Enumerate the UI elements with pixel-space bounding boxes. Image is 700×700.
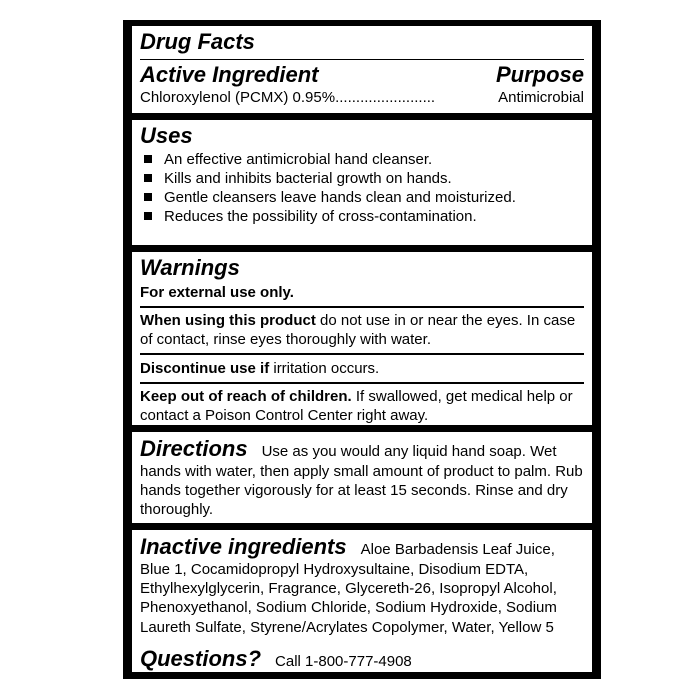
square-bullet-icon	[144, 193, 152, 201]
when-using-bold: When using this product	[140, 312, 316, 329]
warnings-heading: Warnings	[140, 255, 240, 280]
warning-divider	[140, 353, 584, 355]
list-item	[140, 207, 588, 226]
drug-facts-section	[132, 26, 592, 113]
directions-text-block	[140, 436, 588, 520]
keep-out-bold: Keep out of reach of children.	[140, 388, 352, 405]
directions-text: Use as you would any liquid hand soap. Wet hands with water, then apply small amount of product to palm. Rub hands together vigorously for at least 15 seconds. Rinse and dry thoroughly.	[140, 443, 583, 519]
warning-divider	[140, 306, 584, 308]
active-ingredient-heading: Active Ingredient	[140, 62, 319, 87]
ingredient-purpose: Antimicrobial	[498, 89, 584, 106]
square-bullet-icon	[144, 212, 152, 220]
directions-section	[132, 432, 592, 523]
leader-dots: ........................	[335, 89, 436, 106]
questions-block	[140, 646, 412, 674]
use-text: An effective antimicrobial hand cleanser.	[164, 151, 433, 168]
use-text: Gentle cleansers leave hands clean and moisturized.	[164, 189, 516, 206]
ingredient-name: Chloroxylenol (PCMX) 0.95%	[140, 89, 336, 106]
questions-phone: Call 1-800-777-4908	[275, 653, 412, 670]
title-divider	[140, 59, 584, 60]
warning-divider	[140, 382, 584, 384]
questions-heading: Questions?	[140, 646, 262, 671]
keep-out-text: If swallowed, get medical help or contact a Poison Control Center right away.	[140, 388, 573, 424]
when-using-text: do not use in or near the eyes. In case of contact, rinse eyes thoroughly with water.	[140, 312, 576, 348]
square-bullet-icon	[144, 174, 152, 182]
inactive-ingredients-section	[132, 530, 592, 657]
when-using-warning	[140, 311, 588, 349]
discontinue-text: irritation occurs.	[269, 360, 380, 377]
keep-out-warning	[140, 387, 588, 425]
drug-facts-title: Drug Facts	[140, 29, 255, 54]
questions-section	[132, 644, 592, 672]
inactive-text: Aloe Barbadensis Leaf Juice, Blue 1, Cocamidopropyl Hydroxysultaine, Disodium EDTA, Ethylhexylglycerin, Fragrance, Glycereth-26, Isopropyl Alcohol, Phenoxyethanol, Sodium Chloride, Sodium Hydroxide, Sodium Laureth Sulfate, Styrene/Acrylates Copolymer, Water, Yellow 5	[140, 541, 557, 636]
directions-heading: Directions	[140, 436, 248, 461]
ingredient-row	[140, 88, 584, 107]
drug-facts-label	[123, 20, 601, 679]
uses-heading: Uses	[140, 123, 193, 148]
use-text: Reduces the possibility of cross-contamination.	[164, 208, 477, 225]
inactive-heading: Inactive ingredients	[140, 534, 347, 559]
warnings-section	[132, 252, 592, 425]
use-text: Kills and inhibits bacterial growth on hands.	[164, 170, 452, 187]
inactive-text-block	[140, 534, 588, 637]
discontinue-bold: Discontinue use if	[140, 360, 270, 377]
discontinue-warning	[140, 359, 588, 378]
square-bullet-icon	[144, 155, 152, 163]
purpose-heading: Purpose	[495, 62, 584, 87]
list-item	[140, 188, 588, 207]
active-ingredient-header	[140, 62, 584, 88]
external-use-warning: For external use only.	[140, 284, 294, 301]
uses-list	[140, 150, 588, 226]
list-item	[140, 169, 588, 188]
uses-section	[132, 120, 592, 245]
list-item	[140, 150, 588, 169]
